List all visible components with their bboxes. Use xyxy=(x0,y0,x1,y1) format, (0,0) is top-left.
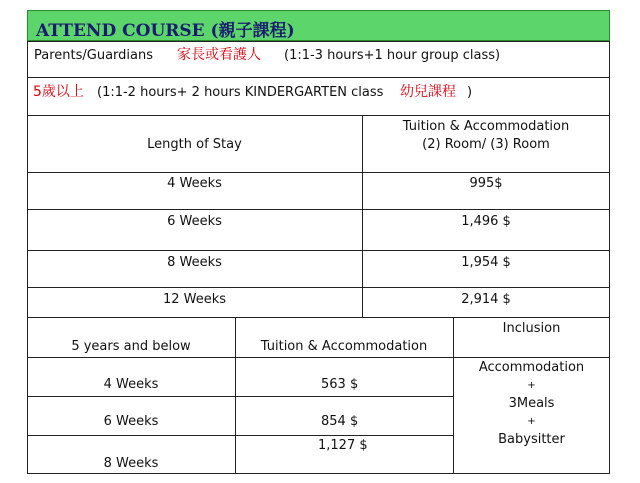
under5-stay-cell: 6 Weeks xyxy=(103,414,159,429)
parents-detail: (1:1-3 hours+1 hour group class) xyxy=(284,48,501,63)
stay-header: Length of Stay xyxy=(147,137,242,152)
price-header-line1: Tuition & Accommodation xyxy=(402,119,570,134)
under5-price-cell: 563 $ xyxy=(321,377,359,392)
price-header-line2: (2) Room/ (3) Room xyxy=(422,137,550,152)
row-line xyxy=(27,209,610,210)
kinder-close-paren: ) xyxy=(467,85,473,100)
under5-price-cell: 1,127 $ xyxy=(318,438,368,453)
stay-cell: 4 Weeks xyxy=(167,176,222,191)
kinder-chinese: 幼兒課程 xyxy=(400,84,456,100)
stay-cell: 6 Weeks xyxy=(167,214,222,229)
row-line xyxy=(27,435,454,436)
header-bar xyxy=(27,10,610,41)
under5-price-cell: 854 $ xyxy=(321,414,359,429)
inclusion-plus: + xyxy=(527,416,536,427)
inclusion-babysitter: Babysitter xyxy=(498,432,565,447)
inclusion-plus: + xyxy=(527,380,536,391)
price-cell: 2,914 $ xyxy=(461,292,511,307)
under5-stay-cell: 8 Weeks xyxy=(103,456,159,471)
header-title: ATTEND COURSE (親子課程) xyxy=(36,21,295,41)
row-line xyxy=(27,357,610,358)
inclusion-meals: 3Meals xyxy=(508,396,555,411)
under5-price-header: Tuition & Accommodation xyxy=(260,339,428,354)
row-line xyxy=(27,287,610,288)
parents-label: Parents/Guardians xyxy=(34,48,154,63)
under5-stay-header: 5 years and below xyxy=(71,339,191,354)
price-cell: 1,496 $ xyxy=(461,214,511,229)
row-line xyxy=(27,250,610,251)
row-line xyxy=(27,172,610,173)
under5-stay-cell: 4 Weeks xyxy=(103,377,159,392)
kinder-detail: (1:1-2 hours+ 2 hours KINDERGARTEN class xyxy=(97,85,384,100)
price-cell: 1,954 $ xyxy=(461,255,511,270)
parents-chinese: 家長或看護人 xyxy=(177,47,261,63)
price-cell: 995$ xyxy=(469,176,503,191)
kinder-age: 5歲以上 xyxy=(33,84,84,100)
row-line xyxy=(27,396,454,397)
stay-cell: 12 Weeks xyxy=(162,292,227,307)
inclusion-accommodation: Accommodation xyxy=(478,360,585,375)
inclusion-header: Inclusion xyxy=(502,321,561,336)
stay-cell: 8 Weeks xyxy=(167,255,222,270)
